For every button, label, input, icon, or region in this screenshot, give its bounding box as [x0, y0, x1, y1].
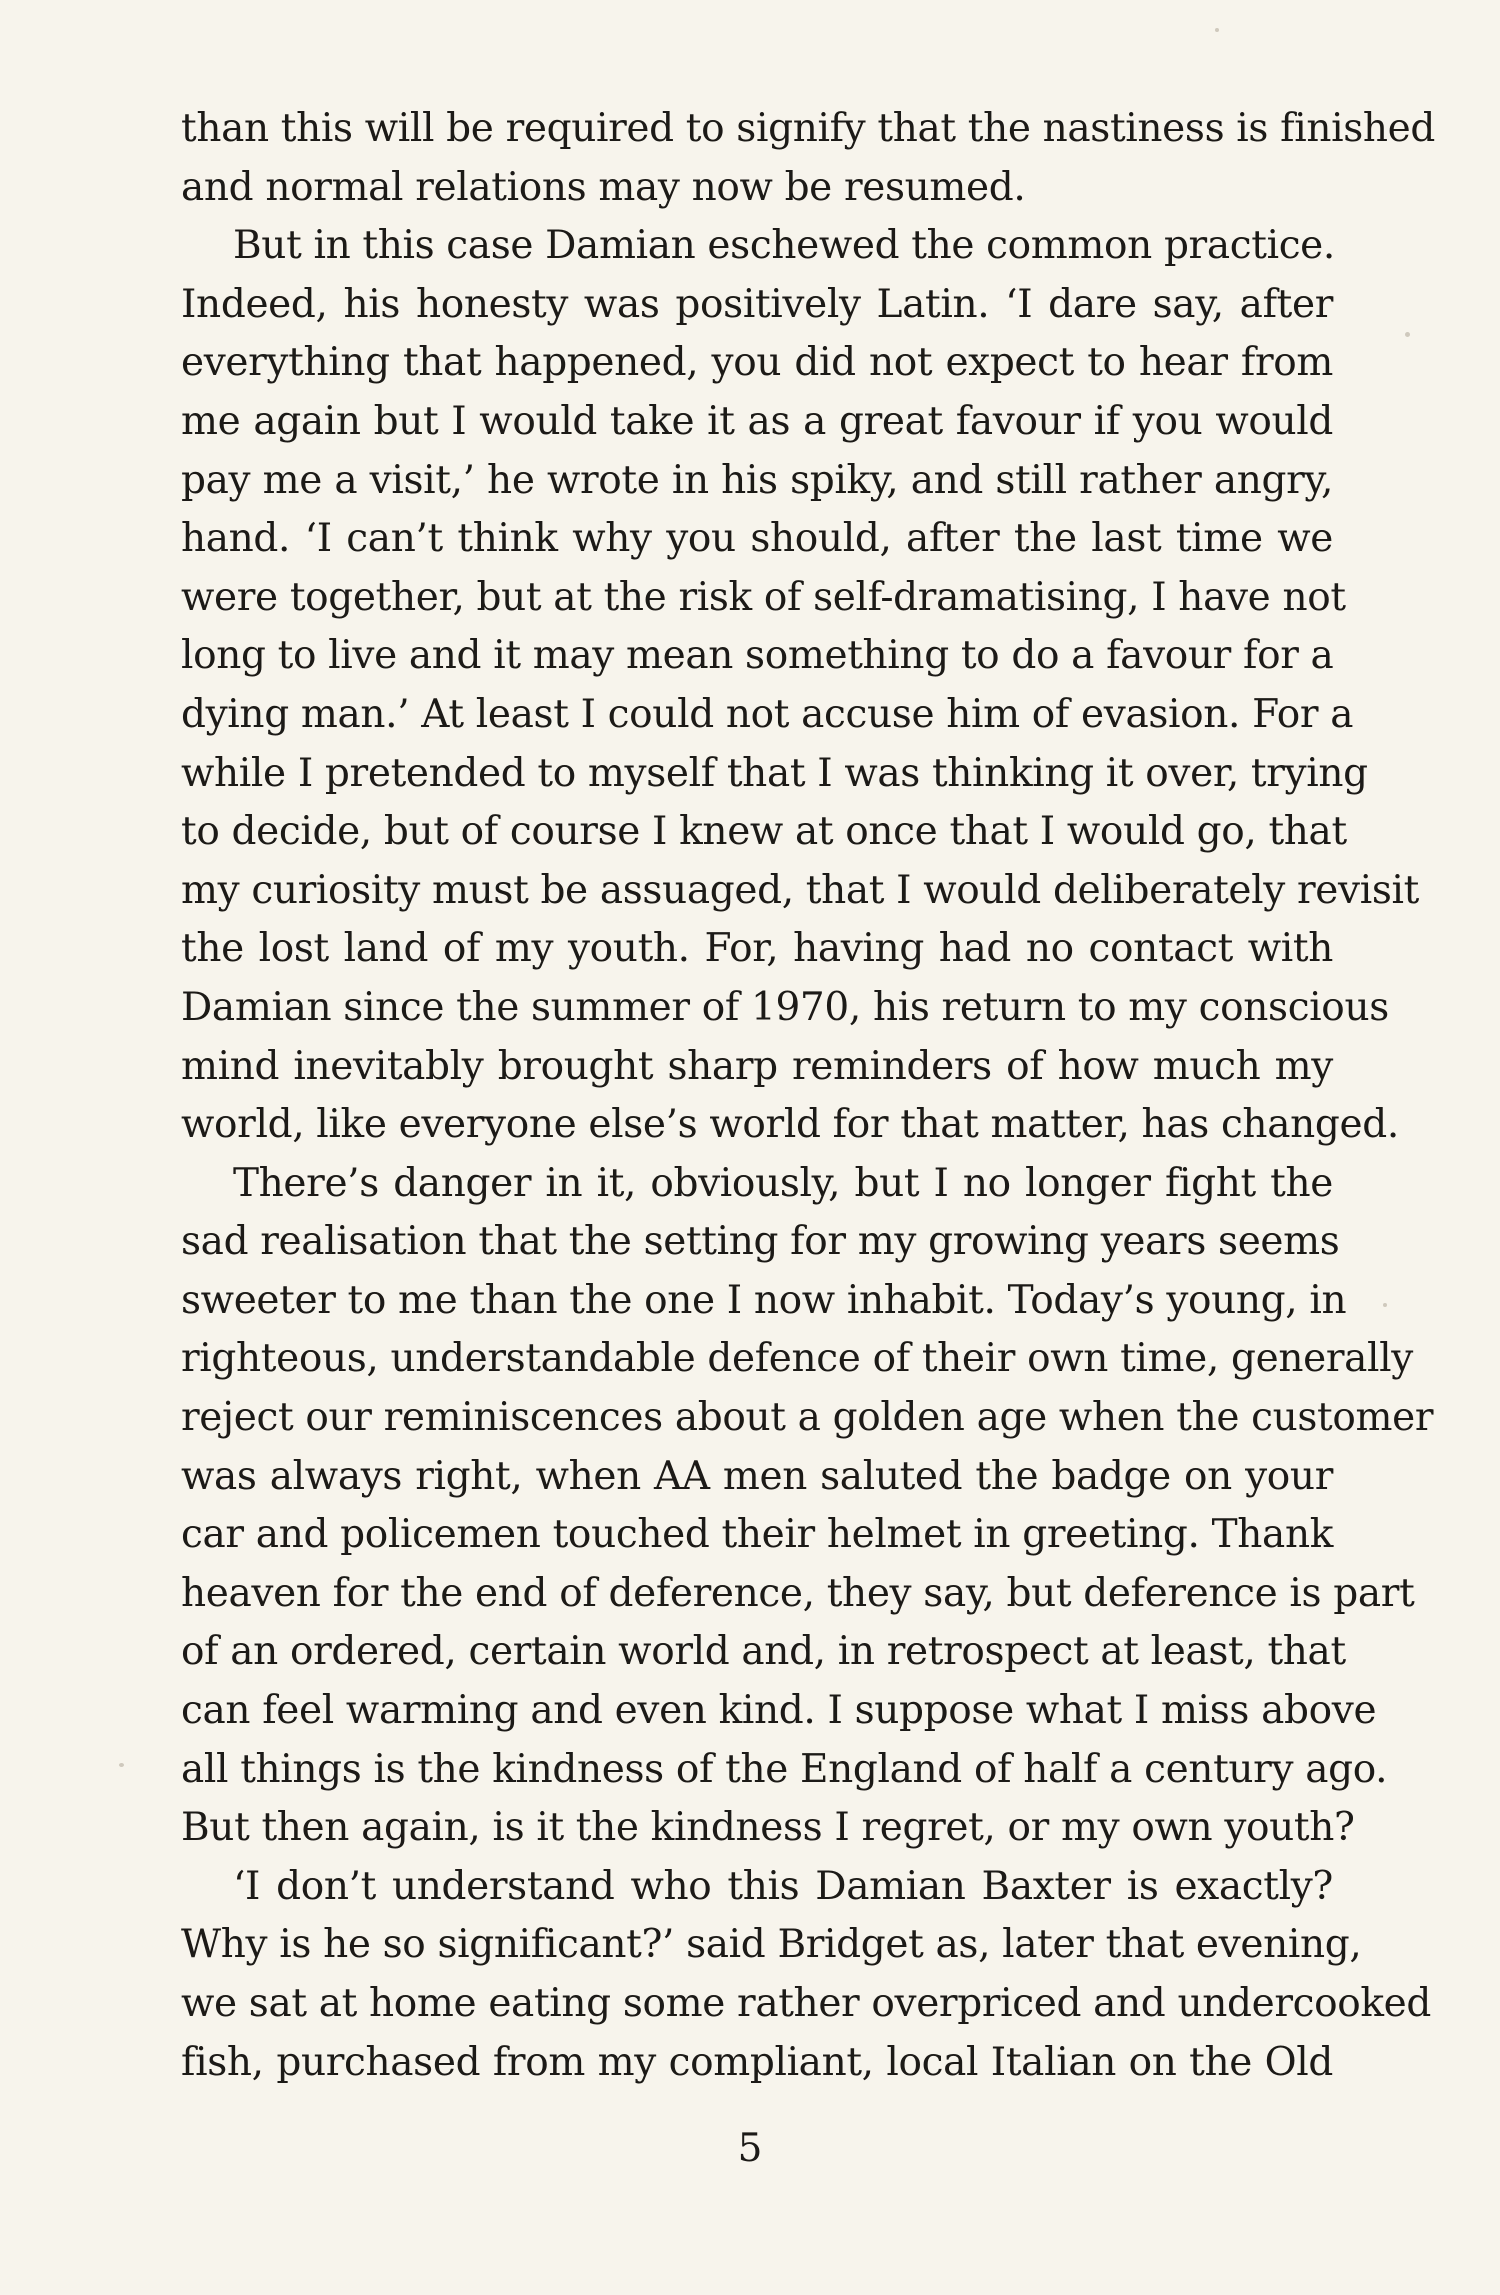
- text-line: fish, purchased from my compliant, local Italian on the Old: [181, 2039, 1333, 2085]
- paper-speck: [1383, 1303, 1387, 1307]
- text-line: heaven for the end of deference, they say, but deference is part: [181, 1570, 1415, 1616]
- text-line: sad realisation that the setting for my growing years seems: [181, 1219, 1340, 1265]
- text-line: than this will be required to signify that the nastiness is finished: [181, 106, 1435, 151]
- text-line: dying man.’ At least I could not accuse him of evasion. For a: [181, 691, 1354, 737]
- paper-speck: [119, 1763, 124, 1767]
- text-line: the lost land of my youth. For, having had no contact with: [181, 926, 1333, 972]
- text-line: mind inevitably brought sharp reminders of how much my: [181, 1043, 1333, 1089]
- text-line: while I pretended to myself that I was thinking it over, trying: [181, 750, 1368, 796]
- text-line: Why is he so significant?’ said Bridget as, later that evening,: [181, 1922, 1362, 1968]
- text-line: me again but I would take it as a great favour if you would: [181, 398, 1333, 444]
- text-line: But in this case Damian eschewed the common practice.: [233, 223, 1335, 269]
- text-line: everything that happened, you did not expect to hear from: [181, 340, 1333, 386]
- text-line: car and policemen touched their helmet in greeting. Thank: [181, 1512, 1333, 1558]
- text-line: hand. ‘I can’t think why you should, after the last time we: [181, 516, 1333, 562]
- body-text: [181, 100, 1435, 2092]
- page-number: 5: [737, 2126, 763, 2171]
- text-line: righteous, understandable defence of their own time, generally: [181, 1336, 1413, 1382]
- text-line: long to live and it may mean something to do a favour for a: [181, 633, 1334, 679]
- text-line: all things is the kindness of the England of half a century ago.: [181, 1746, 1388, 1792]
- text-line: world, like everyone else’s world for that matter, has changed.: [181, 1102, 1399, 1148]
- text-line: were together, but at the risk of self-dramatising, I have not: [181, 574, 1346, 620]
- text-line: reject our reminiscences about a golden age when the customer: [181, 1395, 1434, 1441]
- text-line: and normal relations may now be resumed.: [181, 164, 1026, 210]
- text-line: pay me a visit,’ he wrote in his spiky, and still rather angry,: [181, 457, 1333, 503]
- text-line: was always right, when AA men saluted the badge on your: [181, 1453, 1333, 1499]
- text-line: of an ordered, certain world and, in retrospect at least, that: [181, 1629, 1346, 1675]
- text-line: ‘I don’t understand who this Damian Baxter is exactly?: [233, 1863, 1333, 1909]
- text-line: my curiosity must be assuaged, that I would deliberately revisit: [181, 867, 1419, 913]
- text-line: Indeed, his honesty was positively Latin. ‘I dare say, after: [181, 281, 1333, 327]
- text-line: But then again, is it the kindness I regret, or my own youth?: [181, 1805, 1355, 1851]
- text-line: we sat at home eating some rather overpriced and undercooked: [181, 1981, 1432, 2026]
- paper-speck: [1215, 28, 1219, 32]
- text-line: Damian since the summer of 1970, his return to my conscious: [181, 984, 1389, 1030]
- text-line: There’s danger in it, obviously, but I no longer fight the: [233, 1160, 1333, 1206]
- text-line: can feel warming and even kind. I suppose what I miss above: [181, 1688, 1377, 1734]
- text-line: to decide, but of course I knew at once that I would go, that: [181, 809, 1347, 855]
- paper-speck: [1405, 332, 1410, 337]
- text-line: sweeter to me than the one I now inhabit. Today’s young, in: [181, 1277, 1347, 1323]
